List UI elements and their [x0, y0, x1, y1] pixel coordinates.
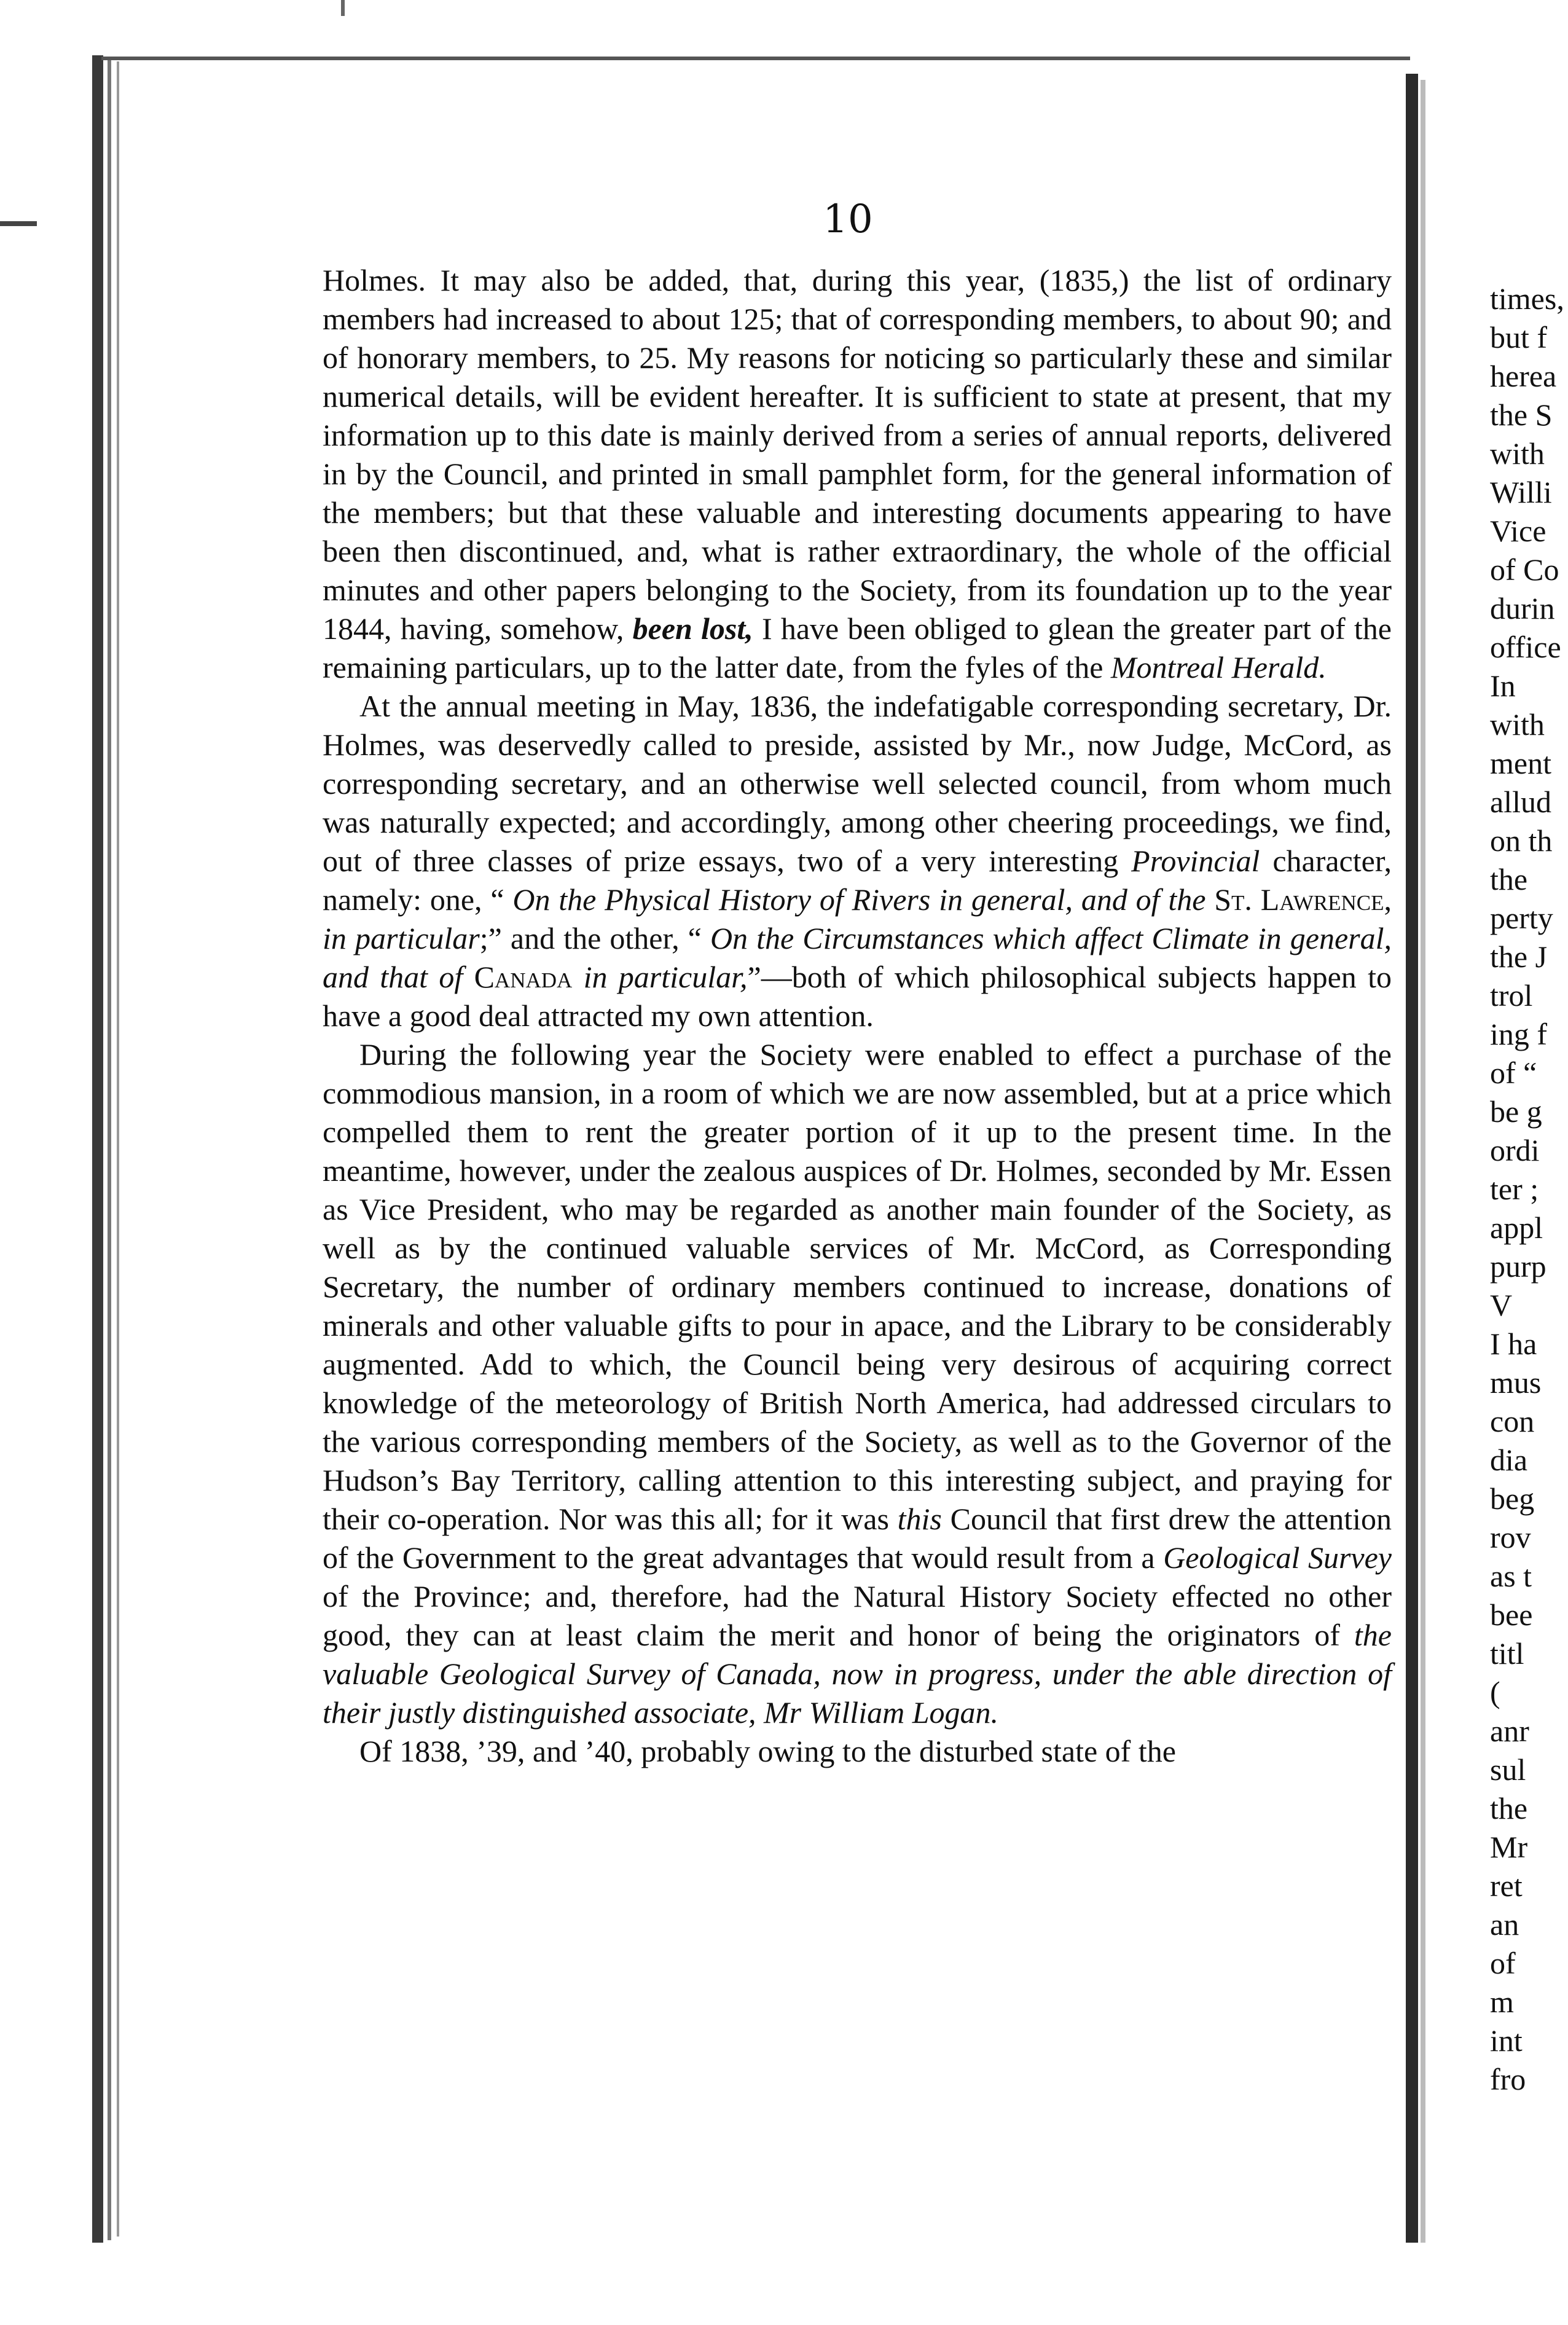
facing-page-line: be g [1490, 1094, 1542, 1129]
facing-page-line: of “ [1490, 1056, 1537, 1090]
text-run: Of 1838, ’39, and ’40, probably owing to the disturbed state of the [359, 1734, 1176, 1768]
emphasis-text: Geological Survey [1163, 1540, 1392, 1575]
facing-page-line: ment [1490, 746, 1551, 780]
facing-page-line: Willi [1490, 475, 1552, 509]
emphasis-text: in particular, [583, 960, 748, 994]
text-run: I have been obliged to glean the greater part of the remaining particulars, up to the latter date, from the fyles of the [323, 611, 1392, 684]
facing-page-line: dia [1490, 1443, 1528, 1477]
facing-page-line: of [1490, 1946, 1516, 1980]
facing-page-line: with [1490, 707, 1545, 742]
facing-page-line: titl [1490, 1636, 1524, 1671]
facing-page-line: times, [1490, 281, 1564, 316]
emphasis-text: On the Circumstances which affect Climate in general, and that of [323, 921, 1392, 994]
facing-page-line: Vice [1490, 514, 1546, 548]
text-run: ;” and the other, “ [479, 921, 710, 955]
facing-page-line: ret [1490, 1868, 1523, 1903]
facing-page-line: bee [1490, 1598, 1533, 1632]
facing-page-line: purp [1490, 1249, 1546, 1284]
text-run: Holmes. It may also be added, that, during this year, (1835,) the list of ordinary members had increased to about 125; that of corresponding members, to about 90; and of honorary members, to 25. My reasons for noticing so particularly these and similar numerical details, will be evident hereafter. It is sufficient to state at present, that my information up to this date is mainly derived from a series of annual reports, delivered in by the Council, and printed in small pamphlet form, for the general information of the members; but that these valuable and interesting documents appearing to have been then discontinued, and, what is rather extraordinary, the whole of the official minutes and other papers belonging to the Society, from its foundation up to the year 1844, having, somehow, [323, 263, 1392, 646]
facing-page-line: ing f [1490, 1017, 1548, 1051]
page-stack-edge [108, 59, 111, 2240]
text-run: of the Province; and, therefore, had the Natural History Society effected no other good, they can at least claim the merit and honor of being the originators of [323, 1579, 1392, 1652]
facing-page-line: m [1490, 1985, 1514, 2019]
page-stack-edge [117, 61, 119, 2237]
facing-page-line: an [1490, 1907, 1519, 1942]
facing-page-line: durin [1490, 591, 1555, 625]
facing-page-line: con [1490, 1404, 1535, 1438]
facing-page-line: sul [1490, 1752, 1526, 1787]
paragraph [323, 261, 1392, 687]
text-run [463, 960, 474, 994]
text-run: During the following year the Society were enabled to effect a purchase of the commodious mansion, in a room of which we are now assembled, but at a price which compelled them to rent the greater portion of it up to the present time. In the meantime, however, under the zealous auspices of Dr. Holmes, seconded by Mr. Essen as Vice President, who may be regarded as another main founder of the Society, as well as by the continued valuable services of Mr. McCord, as Corresponding Secretary, the number of ordinary members continued to increase, donations of minerals and other valuable gifts to pour in apace, and the Library to be considerably augmented. Add to which, the Council being very desirous of acquiring correct knowledge of the meteorology of British North America, had addressed circulars to the various corresponding members of the Society, as well as to the Governor of the Hudson’s Bay Territory, calling attention to this interesting subject, and praying for their co-operation. Nor was this all; for it was [323, 1037, 1392, 1536]
facing-page-line: ordi [1490, 1133, 1540, 1167]
emphasis-text: the valuable Geological Survey of Canada, now in progress, under the able direction of their justly distinguished associate, Mr William Logan. [323, 1618, 1392, 1730]
paragraph [323, 687, 1392, 1035]
emphasis-text: Canada [474, 960, 573, 994]
text-run: At the annual meeting in May, 1836, the indefatigable corresponding secretary, Dr. Holmes, was deservedly called to preside, assisted by Mr., now Judge, McCord, as corresponding secretary, and an otherwise well selected council, from whom much was naturally expected; and accordingly, among other cheering proceedings, we find, out of three classes of prize essays, two of a very interesting [323, 689, 1392, 878]
facing-page-line: allud [1490, 785, 1551, 819]
facing-page-line: beg [1490, 1481, 1535, 1516]
facing-page-line: office [1490, 630, 1561, 664]
emphasis-text: this [897, 1502, 942, 1536]
facing-page-line: anr [1490, 1714, 1529, 1748]
facing-page-line: the S [1490, 398, 1553, 432]
facing-page-line: with [1490, 436, 1545, 471]
book-gutter-shadow [1421, 80, 1425, 2243]
facing-page-line: I ha [1490, 1327, 1537, 1361]
facing-page-line: V [1490, 1288, 1513, 1322]
scan-artifact [0, 221, 37, 226]
emphasis-text: St. Lawrence, [1214, 882, 1392, 917]
facing-page-line: but f [1490, 320, 1548, 355]
emphasis-text: been lost, [632, 611, 753, 646]
facing-page-line: herea [1490, 359, 1557, 393]
text-run: character, namely: one, “ [323, 844, 1392, 917]
facing-page-line: rov [1490, 1520, 1531, 1555]
emphasis-text: Montreal Herald. [1110, 650, 1327, 684]
facing-page-line: ter ; [1490, 1172, 1539, 1206]
page-stack-edge [92, 55, 103, 2243]
paragraph [323, 1035, 1392, 1732]
emphasis-text: On the Physical History of Rivers in general, and of the [512, 882, 1206, 917]
emphasis-text: in particular [323, 921, 480, 955]
facing-page-line: as t [1490, 1559, 1532, 1593]
book-gutter [1406, 74, 1418, 2243]
body-text [323, 261, 1392, 1771]
page-top-edge [101, 57, 1410, 60]
facing-page-line: the J [1490, 939, 1548, 974]
facing-page-line: trol [1490, 978, 1533, 1013]
facing-page-line: perty [1490, 901, 1553, 935]
facing-page-line: int [1490, 2023, 1523, 2058]
facing-page-line: ( [1490, 1675, 1500, 1709]
facing-page-line: mus [1490, 1365, 1542, 1400]
facing-page-line: of Co [1490, 552, 1559, 587]
facing-page-line: the [1490, 1791, 1528, 1825]
text-run [572, 960, 583, 994]
text-run: ”—both of which philosophical subjects happen to have a good deal attracted my own attention. [323, 960, 1392, 1033]
facing-page-line: the [1490, 862, 1528, 896]
facing-page-line: In [1490, 668, 1516, 703]
text-run: Council that first drew the attention of the Government to the great advantages that would result from a [323, 1502, 1392, 1575]
facing-page-line: on th [1490, 823, 1553, 858]
page-number: 10 [823, 197, 873, 242]
facing-page-line: fro [1490, 2062, 1526, 2096]
facing-page-text [1490, 280, 1568, 2099]
text-run [1205, 882, 1214, 917]
emphasis-text: Provincial [1131, 844, 1260, 878]
scan-artifact [341, 0, 345, 16]
facing-page-line: appl [1490, 1210, 1543, 1245]
facing-page-line: Mr [1490, 1830, 1528, 1864]
paragraph [323, 1732, 1392, 1771]
